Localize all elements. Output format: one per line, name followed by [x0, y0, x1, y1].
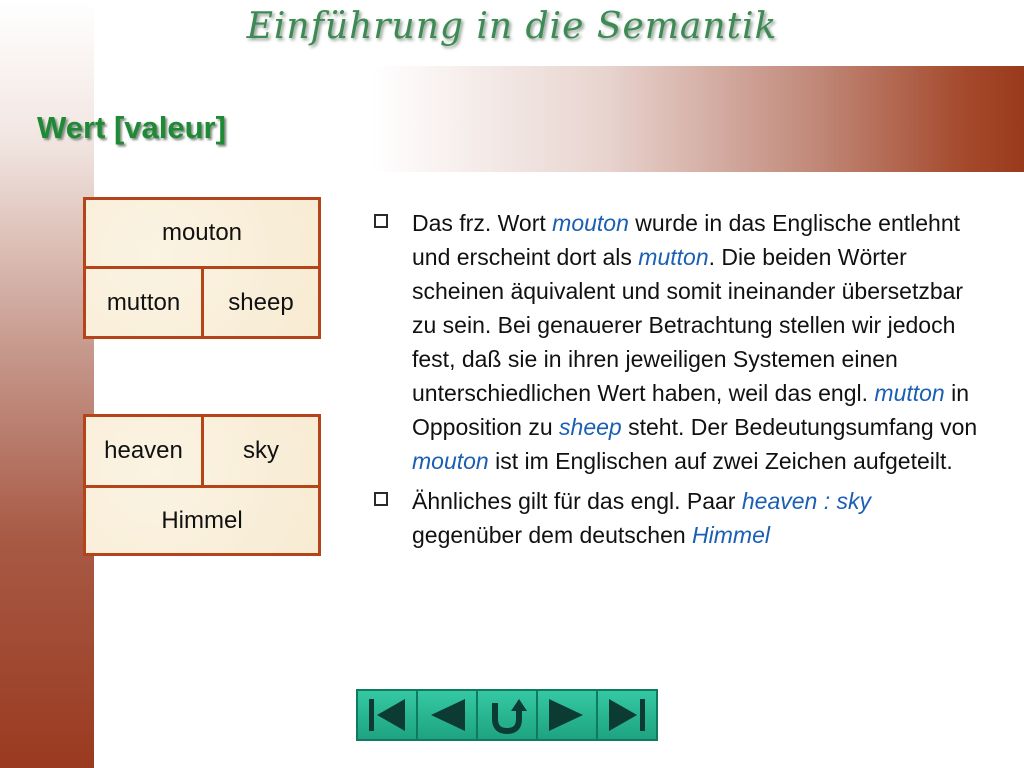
emphasized-term: Himmel — [692, 522, 770, 548]
next-slide-button[interactable] — [538, 691, 598, 739]
previous-slide-button[interactable] — [418, 691, 478, 739]
emphasized-term: mutton — [874, 380, 945, 406]
bullet-text: ist im Englischen auf zwei Zeichen aufgeteilt. — [488, 448, 953, 474]
mouton-grid — [83, 197, 321, 339]
first-slide-button[interactable] — [358, 691, 418, 739]
emphasized-term: sheep — [559, 414, 622, 440]
next-icon — [545, 695, 589, 735]
return-button[interactable] — [478, 691, 538, 739]
bullet-text: Ähnliches gilt für das engl. Paar — [412, 488, 742, 514]
bullet-item — [372, 484, 984, 552]
emphasized-term: heaven : sky — [741, 488, 871, 514]
previous-icon — [425, 695, 469, 735]
navigation-bar — [356, 689, 658, 741]
last-icon — [605, 695, 649, 735]
first-icon — [365, 695, 409, 735]
top-gradient-band — [94, 66, 1024, 172]
emphasized-term: mouton — [412, 448, 489, 474]
bullet-text: wurde in das Englische entlehnt und erscheint dort als — [412, 210, 961, 270]
grid-cell-mouton: mouton — [161, 219, 243, 246]
grid-cell-himmel: Himmel — [161, 506, 243, 534]
himmel-grid — [83, 414, 321, 556]
emphasized-term: mouton — [552, 210, 629, 236]
grid-cell-mutton: mutton — [106, 288, 181, 316]
bullet-item — [372, 206, 984, 478]
bullet-text: gegenüber dem deutschen — [412, 522, 693, 548]
bullet-square-icon — [374, 492, 388, 506]
grid-cell-sheep: sheep — [228, 288, 294, 316]
bullet-text: . Die beiden Wörter scheinen äquivalent und somit ineinander übersetzbar zu sein. Bei genauerer Betrachtung stellen wir jedoch fest, daß sie in ihren jeweiligen Systemen einen unterschiedlichen Wert haben, weil das engl. — [412, 244, 964, 406]
bullet-list — [372, 206, 984, 558]
last-slide-button[interactable] — [598, 691, 656, 739]
emphasized-term: mutton — [638, 244, 709, 270]
grid-cell-sky: sky — [243, 437, 279, 464]
presentation-title: Einführung in die Semantik — [246, 6, 778, 47]
bullet-text: in Opposition zu — [412, 380, 970, 440]
grid-cell-heaven: heaven — [104, 437, 183, 464]
bullet-text: steht. Der Bedeutungsumfang von — [621, 414, 978, 440]
return-icon — [485, 695, 529, 735]
bullet-square-icon — [374, 214, 388, 228]
slide-title: Wert [valeur] — [37, 110, 226, 145]
bullet-text: Das frz. Wort — [412, 210, 553, 236]
